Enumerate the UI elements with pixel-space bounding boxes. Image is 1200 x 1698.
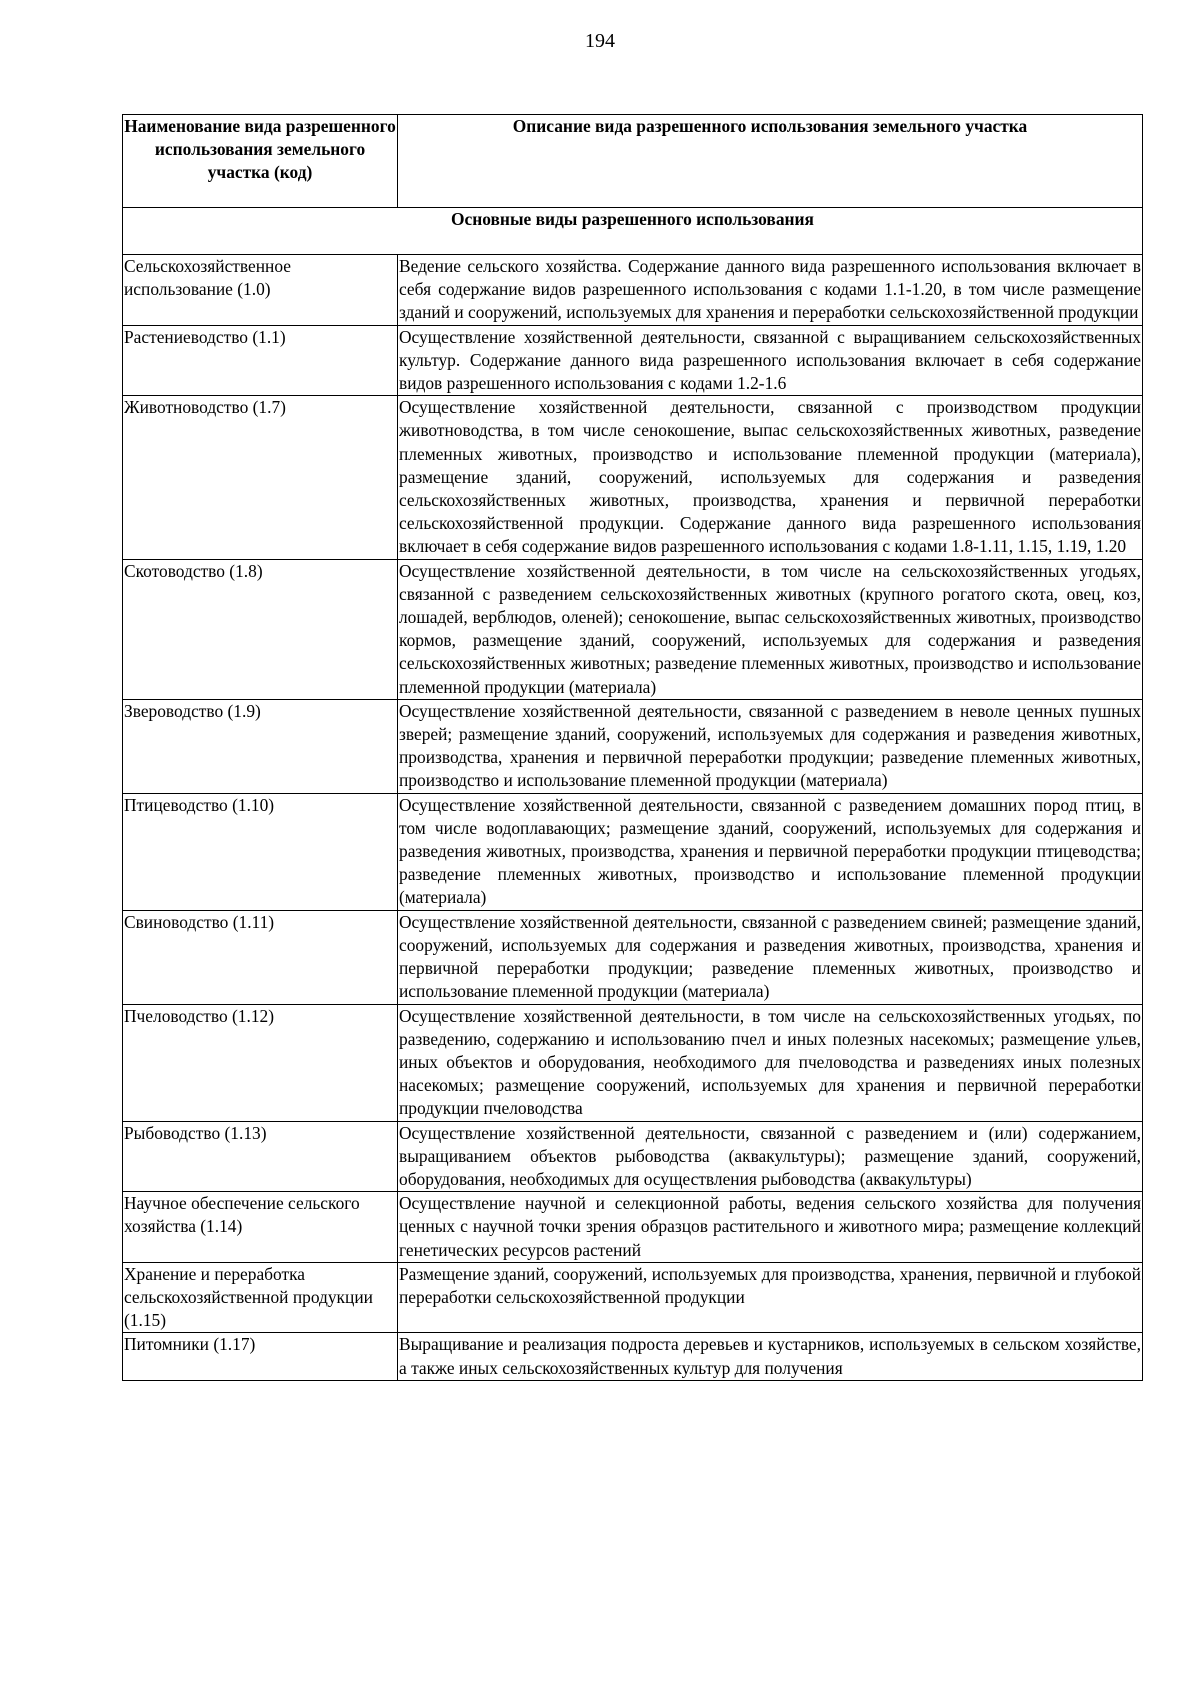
land-use-name: Рыбоводство (1.13) <box>123 1121 398 1192</box>
land-use-name: Сельскохозяйственное использование (1.0) <box>123 255 398 326</box>
land-use-description: Осуществление хозяйственной деятельности, связанной с разведением свиней; размещение зданий, сооружений, используемых для содержания и разведения животных, производства, хранения и первичной переработки продукции; разведение племенных животных, производство и использование племенной продукции (материала) <box>398 910 1143 1004</box>
land-use-description: Осуществление научной и селекционной работы, ведения сельского хозяйства для получения ценных с научной точки зрения образцов растительного и животного мира; размещение коллекций генетических ресурсов растений <box>398 1192 1143 1263</box>
land-use-description: Осуществление хозяйственной деятельности, в том числе на сельскохозяйственных угодьях, по разведению, содержанию и использованию пчел и иных полезных насекомых; размещение ульев, иных объектов и оборудования, необходимого для пчеловодства и разведениях иных полезных насекомых; размещение сооружений, используемых для хранения и первичной переработки продукции пчеловодства <box>398 1004 1143 1121</box>
land-use-name: Скотоводство (1.8) <box>123 559 398 699</box>
land-use-description: Осуществление хозяйственной деятельности, в том числе на сельскохозяйственных угодьях, связанной с разведением сельскохозяйственных животных (крупного рогатого скота, овец, коз, лошадей, верблюдов, оленей); сенокошение, выпас сельскохозяйственных животных, производство кормов, размещение зданий, сооружений, используемых для содержания и разведения сельскохозяйственных животных; разведение племенных животных, производство и использование племенной продукции (материала) <box>398 559 1143 699</box>
land-use-description: Осуществление хозяйственной деятельности, связанной с разведением и (или) содержанием, выращиванием объектов рыбоводства (аквакультуры); размещение зданий, сооружений, оборудования, необходимых для осуществления рыбоводства (аквакультуры) <box>398 1121 1143 1192</box>
land-use-description: Осуществление хозяйственной деятельности, связанной с разведением в неволе ценных пушных зверей; размещение зданий, сооружений, используемых для содержания и разведения животных, производства, хранения и первичной переработки продукции; разведение племенных животных, производство и использование племенной продукции (материала) <box>398 699 1143 793</box>
table-row <box>123 1121 1143 1192</box>
table-row <box>123 910 1143 1004</box>
land-use-table <box>122 114 1143 1381</box>
land-use-description: Осуществление хозяйственной деятельности, связанной с выращиванием сельскохозяйственных культур. Содержание данного вида разрешенного использования включает в себя содержание видов разрешенного использования с кодами 1.2-1.6 <box>398 325 1143 396</box>
header-column-description: Описание вида разрешенного использования земельного участка <box>398 115 1143 208</box>
land-use-description: Выращивание и реализация подроста деревьев и кустарников, используемых в сельском хозяйстве, а также иных сельскохозяйственных культур для получения <box>398 1333 1143 1380</box>
land-use-name: Звероводство (1.9) <box>123 699 398 793</box>
table-row <box>123 396 1143 559</box>
table-row <box>123 1333 1143 1380</box>
land-use-description: Ведение сельского хозяйства. Содержание данного вида разрешенного использования включает в себя содержание видов разрешенного использования с кодами 1.1-1.20, в том числе размещение зданий и сооружений, используемых для хранения и переработки сельскохозяйственной продукции <box>398 255 1143 326</box>
land-use-name: Животноводство (1.7) <box>123 396 398 559</box>
land-use-name: Питомники (1.17) <box>123 1333 398 1380</box>
table-row <box>123 1192 1143 1263</box>
land-use-name: Пчеловодство (1.12) <box>123 1004 398 1121</box>
section-row <box>123 208 1143 255</box>
table-row <box>123 793 1143 910</box>
land-use-name: Научное обеспечение сельского хозяйства (1.14) <box>123 1192 398 1263</box>
table-header-row <box>123 115 1143 208</box>
land-use-description: Размещение зданий, сооружений, используемых для производства, хранения, первичной и глубокой переработки сельскохозяйственной продукции <box>398 1262 1143 1333</box>
land-use-description: Осуществление хозяйственной деятельности, связанной с производством продукции животноводства, в том числе сенокошение, выпас сельскохозяйственных животных, разведение племенных животных, производство и использование племенной продукции (материала), размещение зданий, сооружений, используемых для содержания и разведения сельскохозяйственных животных, производства, хранения и первичной переработки сельскохозяйственной продукции. Содержание данного вида разрешенного использования включает в себя содержание видов разрешенного использования с кодами 1.8-1.11, 1.15, 1.19, 1.20 <box>398 396 1143 559</box>
page-number: 194 <box>585 30 615 52</box>
table-row <box>123 1004 1143 1121</box>
section-title: Основные виды разрешенного использования <box>123 208 1143 255</box>
table-row <box>123 699 1143 793</box>
table-row <box>123 1262 1143 1333</box>
header-column-name: Наименование вида разрешенного использования земельного участка (код) <box>123 115 398 208</box>
land-use-description: Осуществление хозяйственной деятельности, связанной с разведением домашних пород птиц, в том числе водоплавающих; размещение зданий, сооружений, используемых для содержания и разведения животных, производства, хранения и первичной переработки продукции птицеводства; разведение племенных животных, производство и использование племенной продукции (материала) <box>398 793 1143 910</box>
table-row <box>123 559 1143 699</box>
table-row <box>123 255 1143 326</box>
land-use-name: Хранение и переработка сельскохозяйственной продукции (1.15) <box>123 1262 398 1333</box>
land-use-name: Птицеводство (1.10) <box>123 793 398 910</box>
land-use-name: Растениеводство (1.1) <box>123 325 398 396</box>
land-use-name: Свиноводство (1.11) <box>123 910 398 1004</box>
table-row <box>123 325 1143 396</box>
